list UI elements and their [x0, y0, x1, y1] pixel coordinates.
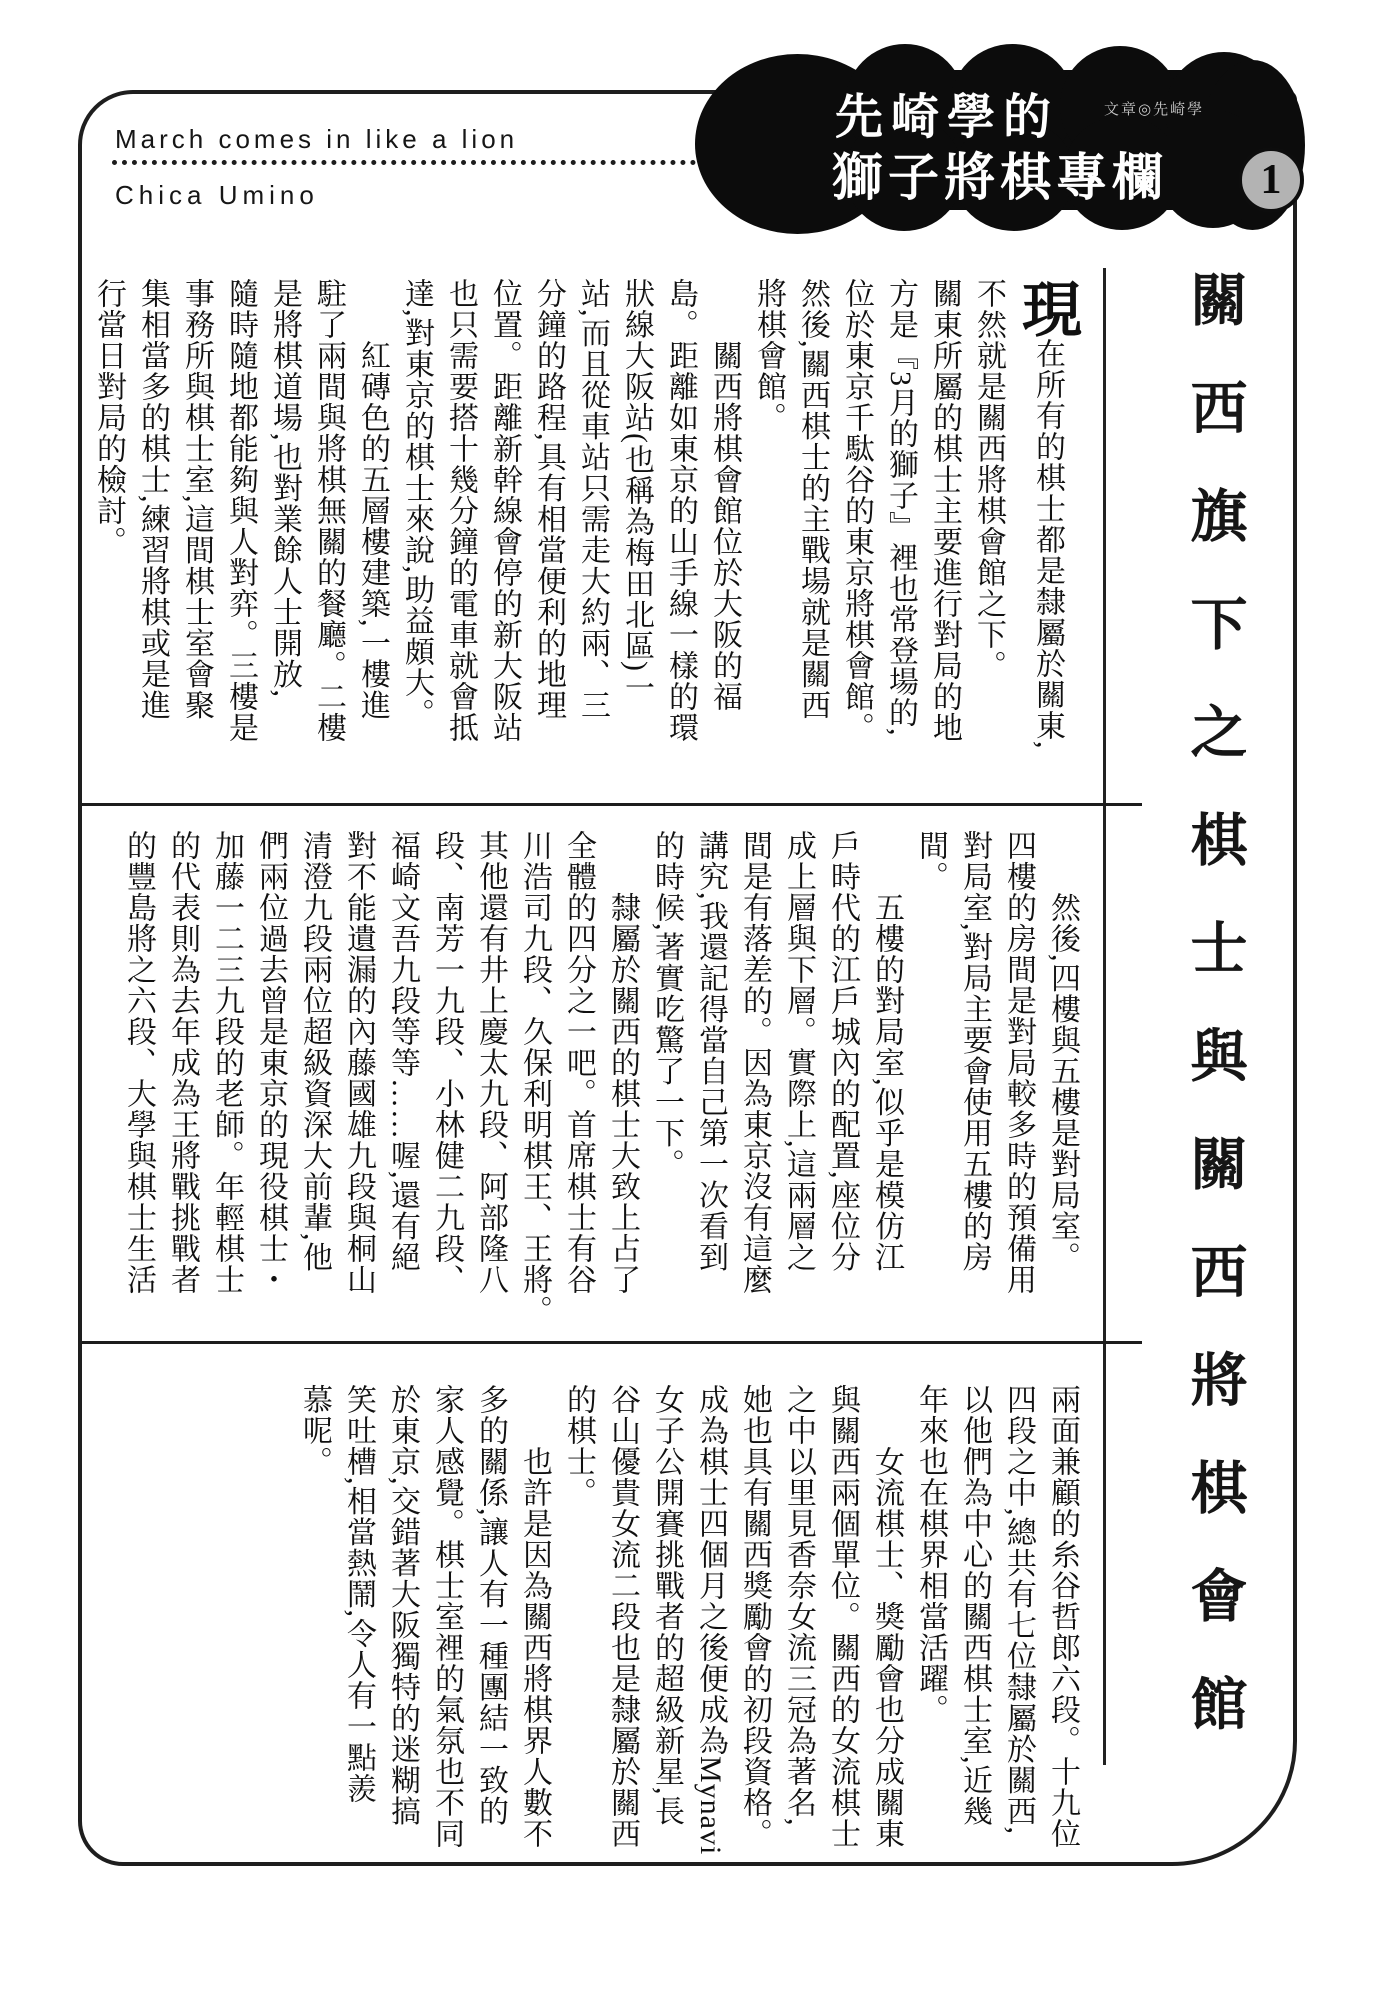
text-line: 然後,關西棋士的主戰場就是關西 [796, 278, 829, 721]
text-line: 全體的四分之一吧。首席棋士有谷 [562, 830, 595, 1295]
header-dotted-divider [112, 160, 696, 165]
text-line: 不然就是關西將棋會館之下。 [972, 278, 1005, 681]
drop-cap: 現 [1014, 278, 1080, 338]
text-line: 其他還有井上慶太九段、阿部隆八 [474, 830, 507, 1295]
text-line: 之中以里見香奈女流三冠為著名, [782, 1384, 815, 1827]
text-line: 隸屬於關西的棋士大致上占了 [606, 830, 639, 1295]
text-line: 於東京,交錯著大阪獨特的迷糊搞 [386, 1384, 419, 1827]
text-line: 隨時隨地都能夠與人對弈。三樓是 [224, 278, 257, 743]
text-line: 的代表則為去年成為王將戰挑戰者 [166, 830, 199, 1295]
text-line: 她也具有關西獎勵會的初段資格。 [738, 1384, 771, 1849]
author-name: Chica Umino [115, 180, 319, 210]
text-line: 女流棋士、獎勵會也分成關東 [870, 1384, 903, 1849]
text-line: 間是有落差的。因為東京沒有這麼 [738, 830, 771, 1295]
column-credit: 文章◎先崎學 [1104, 102, 1205, 118]
text-line: 女子公開賽挑戰者的超級新星,長 [650, 1384, 683, 1827]
text-line: 戶時代的江戶城內的配置,座位分 [826, 830, 859, 1273]
text-line: 福崎文吾九段等等……喔,還有絕 [386, 830, 419, 1273]
text-line: 家人感覺。棋士室裡的氣氛也不同 [430, 1384, 463, 1849]
text-section-1 [79, 278, 1080, 778]
text-line: 駐了兩間與將棋無關的餐廳。二樓 [312, 278, 345, 743]
text-line: 也只需要搭十幾分鐘的電車就會抵 [444, 278, 477, 743]
text-line: 現在所有的棋士都是隸屬於關東, [1014, 278, 1080, 750]
text-line: 的時候,著實吃驚了一下。 [650, 830, 683, 1180]
issue-number: 1 [1260, 157, 1282, 203]
text-line: 對不能遺漏的內藤國雄九段與桐山 [342, 830, 375, 1295]
title-separator-rule [1103, 268, 1106, 1765]
text-line: 的棋士。 [562, 1384, 595, 1508]
text-line: 以他們為中心的關西棋士室,近幾 [958, 1384, 991, 1827]
text-line: 兩面兼顧的糸谷哲郎六段。十九位 [1046, 1384, 1079, 1849]
section-divider-2 [82, 1341, 1142, 1344]
text-line: 關西將棋會館位於大阪的福 [708, 278, 741, 712]
text-line: 講究,我還記得當自己第一次看到 [694, 830, 727, 1273]
text-line: 位於東京千駄谷的東京將棋會館。 [840, 278, 873, 743]
text-line: 島。距離如東京的山手線一樣的環 [664, 278, 697, 743]
text-line: 川浩司九段、久保利明棋王、王將。 [518, 830, 551, 1326]
text-line: 成上層與下層。實際上,這兩層之 [782, 830, 815, 1273]
text-line: 四樓的房間是對局較多時的預備用 [1002, 830, 1035, 1295]
text-line: 方是『3月的獅子』裡也常登場的, [884, 278, 917, 737]
text-line: 笑吐槽,相當熱鬧,令人有一點羨 [342, 1384, 375, 1804]
text-line: 站,而且從車站只需走大約兩、三 [576, 278, 609, 721]
text-line: 集相當多的棋士,練習將棋或是進 [136, 278, 169, 721]
text-line: 將棋會館。 [752, 278, 785, 433]
text-section-2 [109, 830, 1079, 1326]
text-line: 與關西兩個單位。關西的女流棋士 [826, 1384, 859, 1849]
text-line: 谷山優貴女流二段也是隸屬於關西 [606, 1384, 639, 1849]
text-line: 也許是因為關西將棋界人數不 [518, 1384, 551, 1849]
text-line: 多的關係,讓人有一種團結一致的 [474, 1384, 507, 1827]
text-line: 分鐘的路程,具有相當便利的地理 [532, 278, 565, 721]
series-title: March comes in like a lion [115, 124, 519, 154]
text-line: 間。 [914, 830, 947, 892]
text-line: 成為棋士四個月之後便成為Mynavi [694, 1384, 727, 1856]
text-line: 紅磚色的五層樓建築,一樓進 [356, 278, 389, 721]
text-line: 們兩位過去曾是東京的現役棋士・ [254, 830, 287, 1295]
text-section-3 [285, 1384, 1079, 1856]
text-line: 事務所與棋士室,這間棋士室會聚 [180, 278, 213, 721]
section-divider-1 [82, 803, 1142, 806]
text-line: 年來也在棋界相當活躍。 [914, 1384, 947, 1725]
text-line: 位置。距離新幹線會停的新大阪站 [488, 278, 521, 743]
text-line: 達,對東京的棋士來說,助益頗大。 [400, 278, 433, 729]
issue-number-badge [1238, 147, 1304, 213]
article-title: 關西旗下之棋士與關西將棋會館 [1182, 270, 1245, 1782]
text-line: 清澄九段兩位超級資深大前輩,他 [298, 830, 331, 1273]
text-line: 加藤一二三九段的老師。年輕棋士 [210, 830, 243, 1295]
text-line: 四段之中,總共有七位隸屬於關西, [1002, 1384, 1035, 1835]
text-line: 的豐島將之六段、大學與棋士生活 [122, 830, 155, 1295]
text-line: 行當日對局的檢討。 [92, 278, 125, 557]
text-line: 對局室,對局主要會使用五樓的房 [958, 830, 991, 1273]
column-title-line1: 先崎學的 [835, 91, 1060, 144]
text-line: 然後,四樓與五樓是對局室。 [1046, 830, 1079, 1273]
text-line: 慕呢。 [298, 1384, 331, 1477]
text-line: 是將棋道場,也對業餘人士開放, [268, 278, 301, 698]
column-title-line2: 獅子將棋專欄 [832, 151, 1169, 207]
text-line: 段、南芳一九段、小林健二九段、 [430, 830, 463, 1295]
text-line: 五樓的對局室,似乎是模仿江 [870, 830, 903, 1273]
text-line: 狀線大阪站(也稱為梅田北區)一 [620, 278, 653, 703]
text-line: 關東所屬的棋士主要進行對局的地 [928, 278, 961, 743]
